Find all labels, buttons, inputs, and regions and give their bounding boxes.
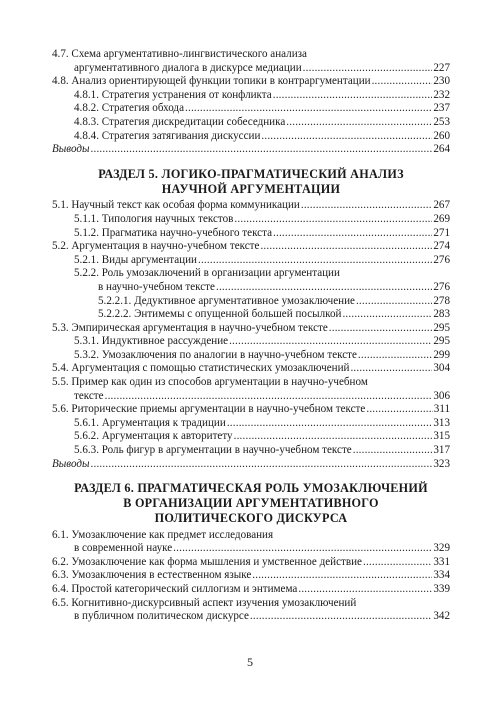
toc-entry-title-cont: аргументативного диалога в дискурсе медиации	[74, 61, 302, 74]
toc-entry-number: 5.5.	[52, 376, 69, 389]
toc-entry-page: 271	[433, 226, 450, 239]
toc-entry-4-8-2	[52, 102, 450, 116]
dot-leader	[356, 295, 432, 309]
toc-entry-title: Стратегия дискредитации собеседника	[101, 115, 286, 128]
toc-entry-number: 5.6.	[52, 403, 69, 416]
section-heading-line: РАЗДЕЛ 5. ЛОГИКО-ПРАГМАТИЧЕСКИЙ АНАЛИЗ	[98, 166, 404, 181]
toc-entry-page: 276	[433, 280, 450, 293]
toc-entry-number: 5.6.2.	[74, 430, 99, 443]
toc-entry-number: 6.3.	[52, 569, 69, 582]
toc-entry-page: 339	[433, 582, 450, 595]
toc-entry-page: 313	[433, 416, 450, 429]
toc-entry-number: 4.7.	[52, 48, 69, 60]
toc-entry-number: 5.3.2.	[74, 348, 99, 361]
toc-entry-page: 230	[433, 75, 450, 88]
toc-entry-title: Стратегия устранения от конфликта	[101, 88, 272, 101]
toc-entry-5-2	[52, 240, 450, 254]
dot-leader	[273, 89, 433, 103]
toc-entry-number: 5.2.2.	[74, 267, 99, 280]
toc-entry-number: 5.4.	[52, 362, 69, 375]
toc-entry-5-3-1	[52, 335, 450, 349]
dot-leader	[234, 213, 432, 227]
section-heading-line: В ОРГАНИЗАЦИИ АРГУМЕНТАТИВНОГО	[123, 496, 379, 511]
dot-leader	[342, 308, 432, 322]
toc-entry-number: 4.8.3.	[74, 115, 99, 128]
toc-entry-5-6-1	[52, 417, 450, 431]
toc-entry-page: 267	[433, 199, 450, 212]
dot-leader	[350, 362, 432, 376]
toc-entry-5-1-1	[52, 213, 450, 227]
toc-entry-title: Эмпирическая аргументация в научно-учебном тексте	[71, 321, 328, 334]
dot-leader	[363, 556, 432, 570]
toc-conclusions	[52, 458, 450, 472]
toc-entry-title: Умозаключение как предмет исследования	[71, 528, 274, 541]
dot-leader	[261, 130, 432, 144]
toc-entry-4-7	[52, 48, 450, 75]
toc-entry-number: 5.3.	[52, 321, 69, 334]
toc-entry-title: Стратегия затягивания дискуссии	[101, 129, 261, 142]
toc-entry-page: 299	[433, 348, 450, 361]
dot-leader	[250, 610, 432, 624]
toc-entry-title: Пример как один из способов аргументации в научно-учебном	[71, 376, 368, 389]
toc-entry-page: 276	[433, 253, 450, 266]
toc-entry-number: 4.8.2.	[74, 102, 99, 115]
section-heading-line: ПОЛИТИЧЕСКОГО ДИСКУРСА	[154, 510, 348, 525]
toc-entry-page: 329	[433, 542, 450, 555]
dot-leader	[286, 116, 432, 130]
toc-entry-title: Аргументация к традиции	[101, 416, 226, 429]
toc-entry-title-cont: тексте	[74, 389, 104, 402]
dot-leader	[273, 227, 432, 241]
dot-leader	[216, 281, 432, 295]
toc-entry-4-8-1	[52, 89, 450, 103]
toc-entry-6-5	[52, 597, 450, 624]
toc-entry-page: 278	[433, 294, 450, 307]
toc-entry-page: 323	[433, 457, 450, 470]
toc-entry-5-4	[52, 362, 450, 376]
toc-entry-number: 4.8.	[52, 75, 69, 88]
dot-leader	[353, 444, 433, 458]
dot-leader	[372, 75, 433, 89]
dot-leader	[227, 417, 433, 431]
toc-entry-page: 317	[433, 444, 450, 457]
toc-entry-title: Когнитивно-дискурсивный аспект изучения умозаключений	[71, 596, 357, 609]
toc-entry-5-3-2	[52, 349, 450, 363]
toc-entry-5-6-2	[52, 430, 450, 444]
toc-entry-4-8-4	[52, 130, 450, 144]
toc-entry-page: 331	[433, 555, 450, 568]
toc-entry-page: 269	[433, 212, 450, 225]
toc-entry-page: 315	[433, 430, 450, 443]
toc-entry-5-2-1	[52, 254, 450, 268]
dot-leader	[329, 322, 433, 336]
toc-entry-title: Аргументация к авторитету	[101, 430, 233, 443]
toc-entry-number: 4.8.4.	[74, 129, 99, 142]
toc-entry-title: Энтимемы с опущенной большей посылкой	[134, 308, 342, 321]
toc-entry-title-cont: в публичном политическом дискурсе	[74, 610, 249, 623]
toc-entry-page: 253	[433, 115, 450, 128]
toc-conclusions-label: Выводы	[52, 143, 90, 156]
page-number: 5	[247, 655, 253, 669]
section-6-heading	[52, 481, 450, 525]
dot-leader	[173, 542, 432, 556]
section-heading-line: РАЗДЕЛ 6. ПРАГМАТИЧЕСКАЯ РОЛЬ УМОЗАКЛЮЧЕНИЙ	[74, 481, 428, 496]
dot-leader	[260, 240, 432, 254]
toc-entry-page: 264	[433, 143, 450, 156]
toc-entry-page: 334	[433, 569, 450, 582]
dot-leader	[303, 62, 433, 76]
section-heading-line: НАУЧНОЙ АРГУМЕНТАЦИИ	[161, 181, 341, 196]
dot-leader	[234, 430, 433, 444]
toc-entry-title: Умозаключения в естественном языке	[71, 569, 252, 582]
toc-entry-title: Анализ ориентирующей функции топики в контраргументации	[71, 75, 371, 88]
toc-entry-title-cont: в научно-учебном тексте	[98, 280, 215, 293]
toc-entry-number: 5.2.	[52, 240, 69, 253]
toc-entry-number: 5.6.1.	[74, 416, 99, 429]
toc-entry-5-6	[52, 403, 450, 417]
toc-entry-5-6-3	[52, 444, 450, 458]
toc-entry-5-2-2-2	[52, 308, 450, 322]
toc-entry-5-2-2-1	[52, 295, 450, 309]
toc-entry-title: Роль фигур в аргументации в научно-учебном тексте	[101, 444, 352, 457]
toc-entry-title: Роль умозаключений в организации аргументации	[101, 267, 340, 280]
toc-entry-number: 5.2.2.1.	[98, 294, 132, 307]
toc-entry-title-cont: в современной науке	[74, 542, 173, 555]
toc-entry-title: Типология научных текстов	[101, 212, 234, 225]
dot-leader	[366, 403, 432, 417]
toc-entry-title: Умозаключение как форма мышления и умственное действие	[71, 555, 362, 568]
toc-entry-page: 274	[433, 240, 450, 253]
toc-entry-title: Прагматика научно-учебного текста	[101, 226, 273, 239]
toc-entry-5-1-2	[52, 227, 450, 241]
dot-leader	[185, 102, 432, 116]
toc-entry-page: 237	[433, 102, 450, 115]
dot-leader	[91, 143, 433, 157]
toc-entry-4-8	[52, 75, 450, 89]
toc-entry-page: 295	[433, 335, 450, 348]
toc-entry-number: 5.2.1.	[74, 253, 99, 266]
dot-leader	[301, 199, 433, 213]
toc-entry-6-1	[52, 529, 450, 556]
toc-entry-number: 5.3.1.	[74, 335, 99, 348]
toc-entry-title: Аргументация в научно-учебном тексте	[71, 240, 260, 253]
toc-entry-number: 6.5.	[52, 596, 69, 609]
dot-leader	[229, 335, 432, 349]
toc-entry-title: Стратегия обхода	[101, 102, 184, 115]
dot-leader	[298, 583, 432, 597]
toc-entry-title: Индуктивное рассуждение	[101, 335, 229, 348]
toc-entry-4-8-3	[52, 116, 450, 130]
toc-entry-number: 5.1.2.	[74, 226, 99, 239]
toc-entry-page: 227	[433, 61, 450, 74]
toc-entry-page: 311	[433, 403, 450, 416]
toc-entry-title: Дедуктивное аргументативное умозаключение	[134, 294, 355, 307]
dot-leader	[105, 390, 433, 404]
toc-entry-6-4	[52, 583, 450, 597]
toc-entry-5-1	[52, 199, 450, 213]
toc-entry-number: 5.2.2.2.	[98, 308, 132, 321]
toc-conclusions	[52, 143, 450, 157]
toc-entry-page: 306	[433, 389, 450, 402]
toc-conclusions-label: Выводы	[52, 457, 90, 470]
toc-entry-6-2	[52, 556, 450, 570]
toc-entry-page: 283	[433, 308, 450, 321]
toc-entry-title: Научный текст как особая форма коммуникации	[71, 199, 300, 212]
section-5-heading	[52, 167, 450, 197]
toc-entry-5-2-2	[52, 267, 450, 294]
toc-entry-number: 5.1.	[52, 199, 69, 212]
toc-entry-page: 304	[433, 362, 450, 375]
table-of-contents	[52, 48, 450, 624]
dot-leader	[252, 569, 432, 583]
toc-entry-page: 342	[433, 610, 450, 623]
toc-entry-number: 6.2.	[52, 555, 69, 568]
toc-entry-title: Виды аргументации	[101, 253, 197, 266]
toc-entry-page: 295	[433, 321, 450, 334]
toc-entry-6-3	[52, 569, 450, 583]
toc-entry-title: Аргументация с помощью статистических умозаключений	[71, 362, 350, 375]
toc-entry-title: Умозаключения по аналогии в научно-учебном тексте	[101, 348, 357, 361]
dot-leader	[198, 254, 432, 268]
toc-entry-title: Схема аргументативно-лингвистического анализа	[71, 48, 307, 60]
toc-entry-title: Простой категорический силлогизм и энтимема	[71, 582, 298, 595]
toc-entry-page: 260	[433, 129, 450, 142]
dot-leader	[91, 458, 433, 472]
toc-entry-title: Риторические приемы аргументации в научно-учебном тексте	[71, 403, 366, 416]
toc-entry-number: 6.4.	[52, 582, 69, 595]
toc-entry-5-5	[52, 376, 450, 403]
toc-entry-number: 6.1.	[52, 528, 69, 541]
toc-entry-number: 4.8.1.	[74, 88, 99, 101]
toc-entry-number: 5.6.3.	[74, 444, 99, 457]
dot-leader	[358, 349, 432, 363]
toc-entry-5-3	[52, 322, 450, 336]
toc-entry-number: 5.1.1.	[74, 212, 99, 225]
toc-entry-page: 232	[433, 88, 450, 101]
